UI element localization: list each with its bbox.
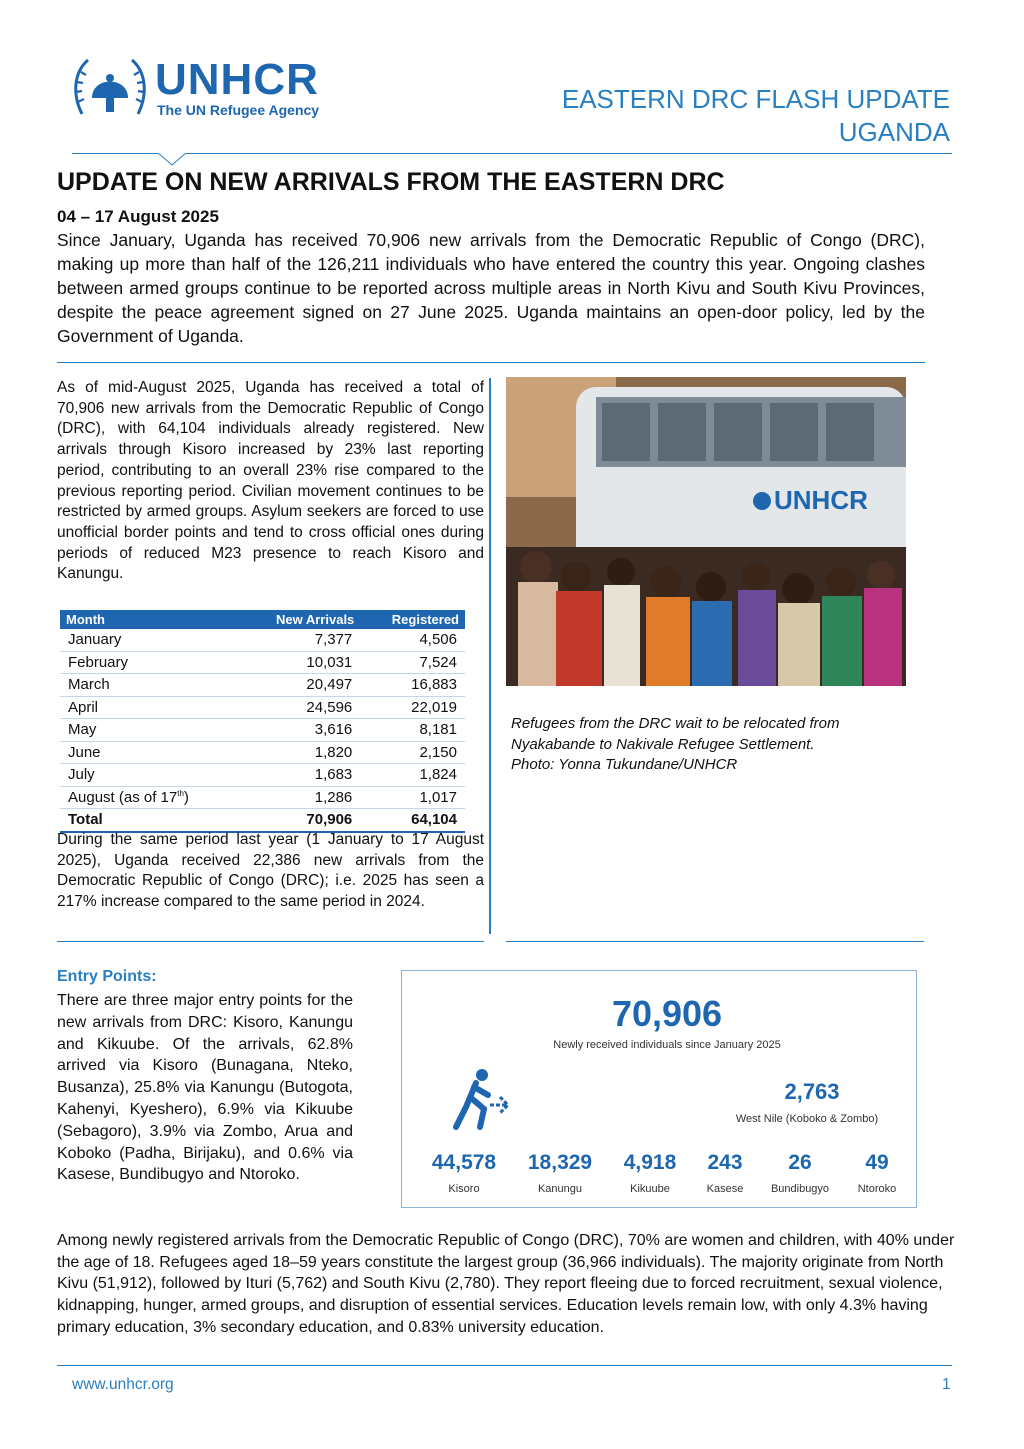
site-label-kasese: Kasese <box>706 1183 744 1195</box>
monthly-arrivals-table <box>60 610 465 833</box>
footer-divider <box>57 1365 952 1366</box>
month-cell: May <box>60 719 241 742</box>
total-arrivals: 70,906 <box>241 809 360 832</box>
table-header-row <box>60 610 465 629</box>
month-cell: July <box>60 764 241 787</box>
table-row <box>60 651 465 674</box>
site-figure-kisoro: 44,578 <box>431 1151 497 1174</box>
total-label: Total <box>60 809 241 832</box>
unhcr-logo-tagline: The UN Refugee Agency <box>157 102 320 118</box>
arrivals-cell: 10,031 <box>241 651 360 674</box>
west-nile-figure: 2,763 <box>784 1079 840 1104</box>
registered-cell: 4,506 <box>360 629 465 651</box>
arrivals-cell: 20,497 <box>241 674 360 697</box>
column-header: Registered <box>360 610 465 629</box>
registered-cell: 7,524 <box>360 651 465 674</box>
bus-unhcr-text: UNHCR <box>774 485 868 515</box>
registered-cell: 2,150 <box>360 741 465 764</box>
registered-cell: 1,824 <box>360 764 465 787</box>
entry-points-paragraph: There are three major entry points for the new arrivals from DRC: Kisoro, Kanungu and Kikuube. Of the arrivals, 62.8% arrived via Kisoro (Bunagana, Nteko, Busanza), 25.8% via Kanungu (Butogota, Kahenyi, Kyeshero), 6.9% via Kikuube (Sebagoro), 3.9% via Zombo, Arua and Koboko (Padha, Birijaku), and 0.6% via Kasese, Bundibugyo and Ntoroko. <box>57 992 353 1184</box>
august-label: August (as of 17 <box>68 788 178 806</box>
header-divider-notch <box>158 152 186 166</box>
table-total-row <box>60 809 465 832</box>
person-walking-arrow-icon <box>446 1065 516 1135</box>
month-cell: April <box>60 696 241 719</box>
total-arrivals-figure: 70,906 <box>611 993 723 1034</box>
month-cell <box>60 786 241 809</box>
page-number: 1 <box>942 1376 951 1393</box>
table-row <box>60 786 465 809</box>
site-label-kisoro: Kisoro <box>448 1183 480 1195</box>
registered-cell: 1,017 <box>360 786 465 809</box>
august-superscript: th <box>177 788 184 798</box>
site-figure-kanungu: 18,329 <box>527 1151 593 1174</box>
report-title-line2: UGANDA <box>838 117 950 147</box>
site-label-kanungu: Kanungu <box>537 1183 583 1195</box>
site-figure-kasese: 243 <box>707 1151 743 1174</box>
site-label-ntoroko: Ntoroko <box>857 1183 897 1195</box>
arrivals-cell: 1,683 <box>241 764 360 787</box>
total-registered: 64,104 <box>360 809 465 832</box>
report-title-line1: EASTERN DRC FLASH UPDATE <box>561 84 950 114</box>
month-cell: January <box>60 629 241 651</box>
right-column-bottom-rule <box>506 941 924 942</box>
header-divider <box>72 153 952 154</box>
footer-website-link[interactable]: www.unhcr.org <box>72 1376 174 1393</box>
column-header: New Arrivals <box>241 610 360 629</box>
table-row <box>60 719 465 742</box>
table-row <box>60 741 465 764</box>
site-figure-kikuube: 4,918 <box>623 1151 677 1174</box>
comparison-paragraph: During the same period last year (1 January to 17 August 2025), Uganda received 22,386 new arrivals from the Democratic Republic of Congo (DRC); i.e. 2025 has seen a 217% increase compared to the same period in 2024. <box>57 831 484 911</box>
photo-caption <box>511 714 911 776</box>
column-header: Month <box>60 610 241 629</box>
table-row <box>60 674 465 697</box>
entry-points-heading: Entry Points: <box>57 968 157 985</box>
unhcr-logo-wordmark: UNHCR <box>155 55 319 104</box>
arrivals-cell: 1,820 <box>241 741 360 764</box>
table-row <box>60 696 465 719</box>
arrivals-cell: 3,616 <box>241 719 360 742</box>
site-figure-bundibugyo: 26 <box>788 1151 812 1174</box>
registered-cell: 22,019 <box>360 696 465 719</box>
registered-cell: 8,181 <box>360 719 465 742</box>
month-cell: June <box>60 741 241 764</box>
month-cell: March <box>60 674 241 697</box>
total-arrivals-label: Newly received individuals since January 2025 <box>553 1039 781 1051</box>
report-date: 04 – 17 August 2025 <box>57 207 219 226</box>
refugees-bus-photo <box>506 377 906 686</box>
left-column-bottom-rule <box>57 941 484 942</box>
west-nile-label: West Nile (Koboko & Zombo) <box>735 1113 879 1125</box>
registered-cell: 16,883 <box>360 674 465 697</box>
august-close: ) <box>183 788 189 806</box>
site-figure-ntoroko: 49 <box>865 1151 889 1174</box>
photo-illustration <box>506 377 906 686</box>
site-label-kikuube: Kikuube <box>630 1183 670 1195</box>
arrivals-cell: 1,286 <box>241 786 360 809</box>
month-cell: February <box>60 651 241 674</box>
arrivals-cell: 7,377 <box>241 629 360 651</box>
demographics-paragraph: Among newly registered arrivals from the Democratic Republic of Congo (DRC), 70% are women and children, with 40% under the age of 18. Refugees aged 18–59 years constitute the largest group (36,966 individuals). The majority originate from North Kivu (51,912), followed by Ituri (5,762) and South Kivu (2,780). They report fleeing due to forced recruitment, sexual violence, kidnapping, hunger, armed groups, and disruption of essential services. Education levels remain low, with only 4.3% having primary education, 3% secondary education, and 0.83% university education. <box>57 1232 955 1336</box>
page-title: UPDATE ON NEW ARRIVALS FROM THE EASTERN DRC <box>57 168 725 196</box>
photo-caption-text: Refugees from the DRC wait to be relocated from Nyakabande to Nakivale Refugee Settlement. <box>511 715 840 753</box>
arrivals-paragraph: As of mid-August 2025, Uganda has received a total of 70,906 new arrivals from the Democratic Republic of Congo (DRC), with 64,104 individuals already registered. New arrivals through Kisoro increased by 23% last reporting period, contributing to an overall 23% rise compared to the previous reporting period. Civilian movement continues to be restricted by armed groups. Asylum seekers are forced to use unofficial border points and tend to cross official ones during periods of reduced M23 presence to reach Kisoro and Kanungu. <box>57 379 484 583</box>
column-divider <box>489 378 491 934</box>
arrivals-cell: 24,596 <box>241 696 360 719</box>
arrivals-infographic <box>401 970 917 1208</box>
intro-divider <box>57 362 925 363</box>
table-row <box>60 629 465 651</box>
intro-paragraph: Since January, Uganda has received 70,906 new arrivals from the Democratic Republic of Congo (DRC), making up more than half of the 126,211 individuals who have entered the country this year. Ongoing clashes between armed groups continue to be reported across multiple areas in North Kivu and South Kivu Provinces, despite the peace agreement signed on 27 June 2025. Uganda maintains an open-door policy, led by the Government of Uganda. <box>57 230 925 346</box>
unhcr-logo-emblem <box>72 54 148 118</box>
table-row <box>60 764 465 787</box>
site-label-bundibugyo: Bundibugyo <box>770 1183 830 1195</box>
photo-credit: Photo: Yonna Tukundane/UNHCR <box>511 756 738 773</box>
